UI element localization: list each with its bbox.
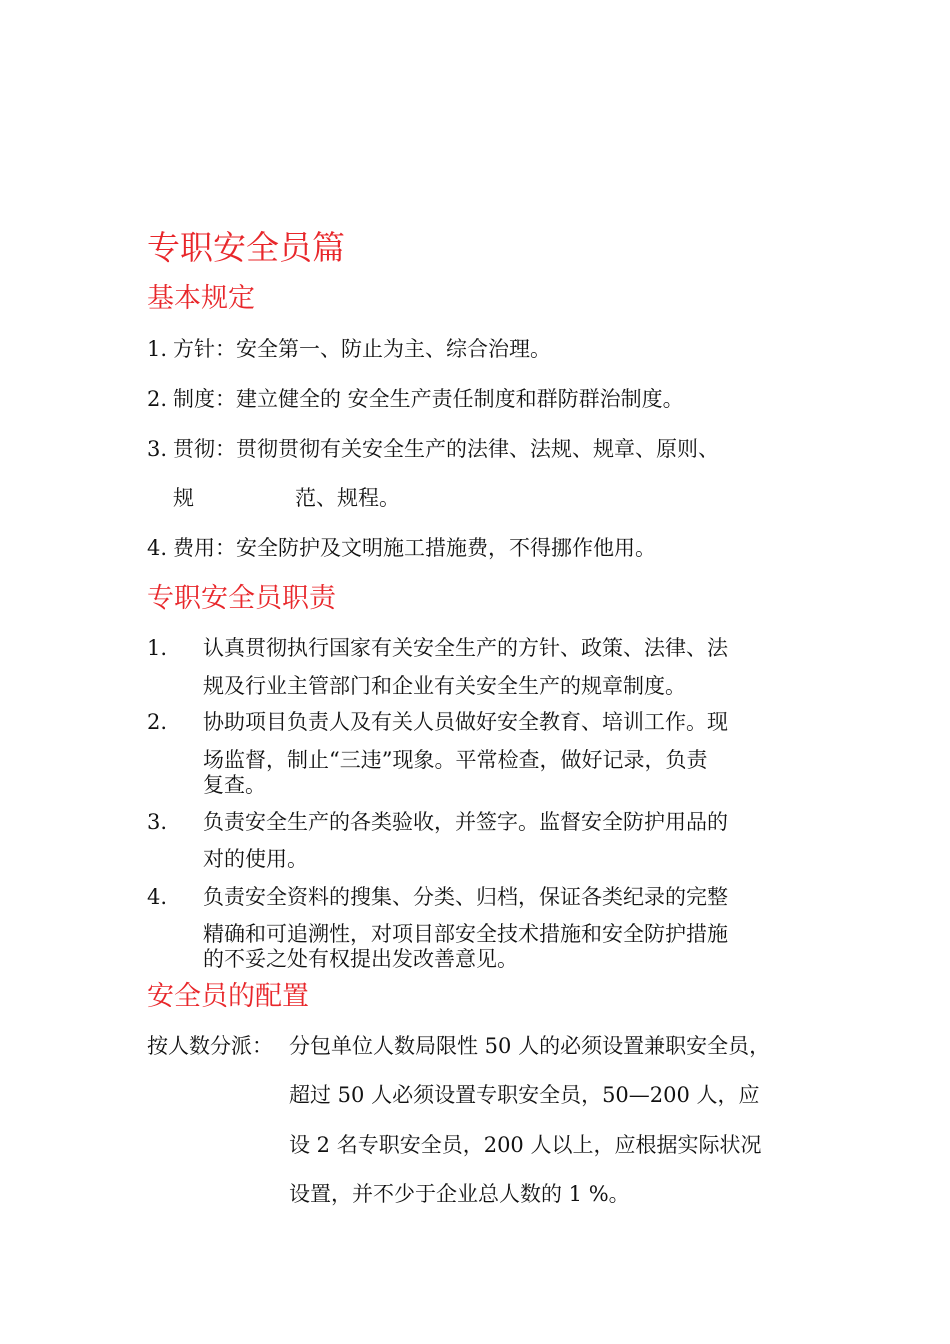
list-item-number: 3. xyxy=(147,810,168,834)
list-item-text: 制度：建立健全的 安全生产责任制度和群防群治制度。 xyxy=(173,387,684,411)
list-item-text: 认真贯彻执行国家有关安全生产的方针、政策、法律、法 xyxy=(203,636,728,660)
staffing-text: 超过 50 人必须设置专职安全员，50—200 人，应 xyxy=(289,1083,760,1107)
list-item-number: 2. xyxy=(147,387,168,411)
list-item-text: 精确和可追溯性，对项目部安全技术措施和安全防护措施 xyxy=(203,922,728,946)
list-item-text: 的不妥之处有权提出发改善意见。 xyxy=(203,947,518,971)
list-item-number: 4. xyxy=(147,885,168,909)
list-item-text: 规及行业主管部门和企业有关安全生产的规章制度。 xyxy=(203,674,686,698)
list-item-text: 规 xyxy=(173,486,194,510)
document-title: 专职安全员篇 xyxy=(147,228,345,267)
section-heading-staffing: 安全员的配置 xyxy=(147,981,309,1012)
list-item-text: 方针：安全第一、防止为主、综合治理。 xyxy=(173,337,551,361)
list-item-number: 2. xyxy=(147,710,168,734)
list-item-text: 协助项目负责人及有关人员做好安全教育、培训工作。现 xyxy=(203,710,728,734)
list-item-text: 负责安全资料的搜集、分类、归档，保证各类纪录的完整 xyxy=(203,885,728,909)
staffing-label: 按人数分派： xyxy=(147,1034,273,1058)
list-item-number: 1. xyxy=(147,636,168,660)
list-item-number: 3. xyxy=(147,437,168,461)
staffing-text: 分包单位人数局限性 50 人的必须设置兼职安全员， xyxy=(289,1034,771,1058)
list-item-text: 费用：安全防护及文明施工措施费，不得挪作他用。 xyxy=(173,536,656,560)
list-item-text: 场监督，制止“三违”现象。平常检查，做好记录，负责 xyxy=(203,748,708,772)
list-item-text: 对的使用。 xyxy=(203,847,308,871)
list-item-number: 1. xyxy=(147,337,168,361)
list-item-text: 范、规程。 xyxy=(295,486,400,510)
section-heading-basic-rules: 基本规定 xyxy=(147,283,255,314)
staffing-text: 设置，并不少于企业总人数的 1 %。 xyxy=(289,1182,630,1206)
list-item-text: 复查。 xyxy=(203,773,266,797)
list-item-number: 4. xyxy=(147,536,168,560)
section-heading-duties: 专职安全员职责 xyxy=(147,583,336,614)
list-item-text: 负责安全生产的各类验收，并签字。监督安全防护用品的 xyxy=(203,810,728,834)
staffing-text: 设 2 名专职安全员，200 人以上，应根据实际状况 xyxy=(289,1133,762,1157)
list-item-text: 贯彻：贯彻贯彻有关安全生产的法律、法规、规章、原则、 xyxy=(173,437,719,461)
